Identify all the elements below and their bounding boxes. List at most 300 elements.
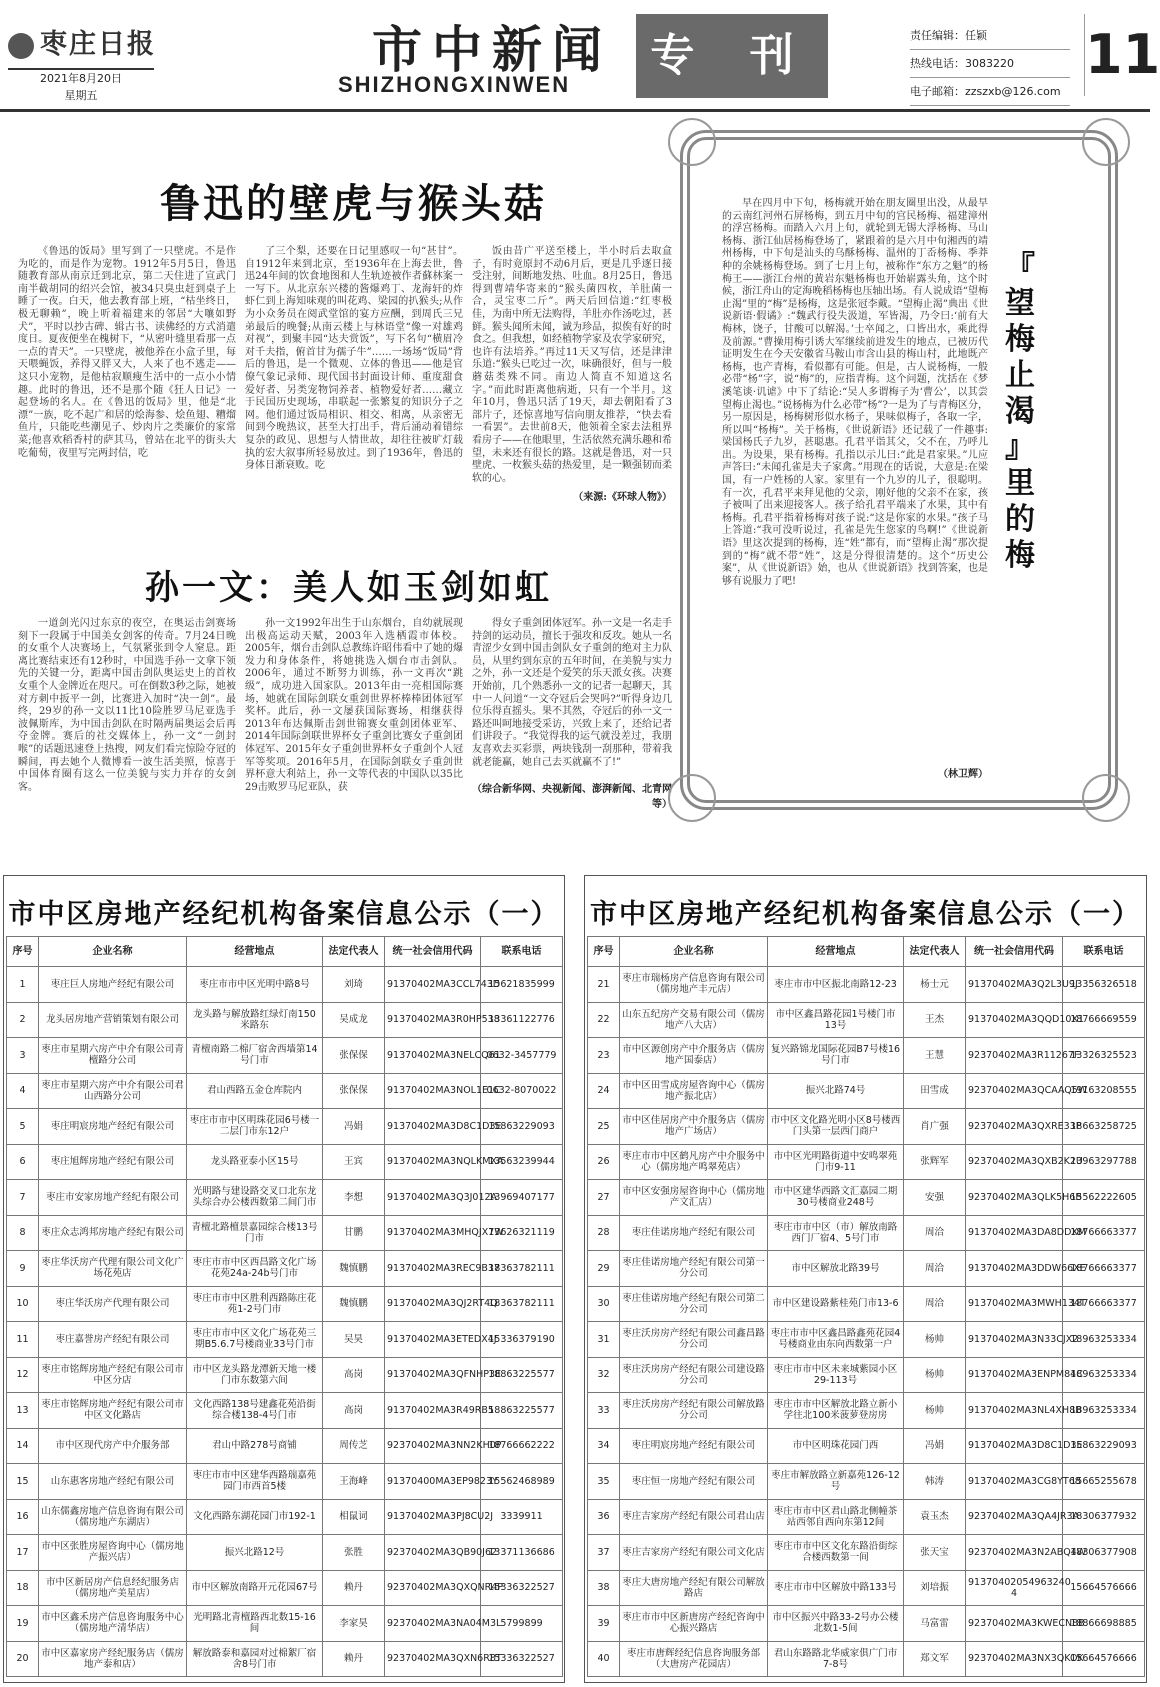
article3-body: 早在四月中下旬，杨梅就开始在朋友圈里出没，从最早的云南红河州石屏杨梅，到五月中旬的宫民杨梅、福建漳州的浮宫杨梅。而踏入六月上旬，就轮到无锡大浮杨梅、马山杨梅、浙江仙居杨梅登场了，紧跟着的是六月中旬湘西的靖州杨梅，中下旬是汕头的乌酥杨梅、温州的丁岙杨梅、季莽种的余姚杨梅登场。到了七月上旬，被称作“东方之魁”的杨梅王——浙江台州的黄岩东魁杨梅也开始崭露头角，这个时候，浙江舟山的定海晚稻杨梅也压轴出场。有人说成语“望梅止渴”里的“梅”是杨梅，这是张冠李戴。“望梅止渴”典出《世说新语·假谲》:“魏武行役失汲道，军皆渴，乃令曰:‘前有大梅林，饶子，甘酸可以解渴。’士卒闻之，口皆出水，乘此得及前源。”曹操用梅引诱大军继续前进发生的地点，已被历代证明发生在今天安徽省马鞍山市含山县的梅山村，此地既产杨梅，也产青梅，看似都有可能。但是，古人说杨梅，一般必带“杨”字，说“梅”的，应指青梅。这个问题，沈括在《梦溪笔谈·讥谑》中下了结论:“吴人多谓梅子为‘曹公’，以其尝望梅止渴也。”说杨梅为什么必带“杨”?一是为了与青梅区分，另一原因是，杨梅树形似水杨子，果味似梅子，各取一字，所以叫“杨梅”。关于杨梅，《世说新语》还记载了一件趣事:梁国杨氏子九岁，甚聪惠。孔君平诣其父，父不在，乃呼儿出。为设果，果有杨梅。孔指以示儿曰:“此是君家果。”儿应声答曰:“未闻孔雀是夫子家禽。”用现在的话说，大意是:在梁国，有一户姓杨的人家。家里有一个九岁的儿子，很聪明。有一次，孔君平来拜见他的父亲，刚好他的父亲不在家，孩子被叫了出来迎接客人。孩子给孔君平端来了水果，其中有杨梅。孔君平指着杨梅对孩子说:“这是你家的水果。”孩子马上答道:“我可没听说过，孔雀是先生您家的鸟啊!”《世说新语》里这次提到的杨梅，连“姓”都有，而“望梅止渴”那次提到的“梅”就不带“姓”，这是分得很清楚的。这个“历史公案”，从《世说新语》始，也从《世说新语》找到答案，也是够有说服力了吧! xyxy=(722,198,988,587)
table-cell: 15336322527 xyxy=(481,1641,563,1677)
table-cell: 相鼠词 xyxy=(323,1499,385,1535)
table-cell: 26 xyxy=(588,1144,620,1180)
table-cell: 17 xyxy=(7,1535,39,1571)
table-cell: 市中区安强房屋咨询中心（儒房地产文汇店） xyxy=(620,1180,768,1216)
table-row xyxy=(588,1180,1145,1216)
table-left xyxy=(6,936,563,1677)
table-cell: 35 xyxy=(588,1464,620,1500)
table-cell: 枣庄旭辉房地产经纪有限公司 xyxy=(39,1144,187,1180)
article3-title-char: 的 xyxy=(1005,502,1035,537)
table-cell: 张胜 xyxy=(323,1535,385,1571)
table-row xyxy=(7,1002,563,1038)
table-cell: 18766662222 xyxy=(481,1428,563,1464)
table-cell: 吴昊 xyxy=(323,1322,385,1358)
table-right-header xyxy=(588,937,1145,967)
table-row xyxy=(588,1322,1145,1358)
table-cell: 枣庄市市中区明珠花园6号楼一二层门市东12户 xyxy=(187,1109,323,1145)
table-cell: 13371136686 xyxy=(481,1535,563,1571)
table-cell: 枣庄华沃房产代理有限公司 xyxy=(39,1286,187,1322)
table-cell: 18863225577 xyxy=(481,1357,563,1393)
table-row xyxy=(7,1286,563,1322)
table-cell: 18363782111 xyxy=(481,1251,563,1287)
table-cell: 刘培振 xyxy=(904,1570,966,1606)
table-cell: 91370402MA3N33CJX2 xyxy=(966,1322,1063,1358)
table-cell: 袁玉杰 xyxy=(904,1499,966,1535)
table-row xyxy=(588,967,1145,1003)
table-cell: 枣庄明宸房地产经纪有限公司 xyxy=(39,1109,187,1145)
table-cell: 18963253334 xyxy=(1063,1322,1145,1358)
table-row xyxy=(588,1038,1145,1074)
table-cell: 王海峰 xyxy=(323,1464,385,1500)
table-cell: 刘琦 xyxy=(323,967,385,1003)
table-cell: 36 xyxy=(588,1499,620,1535)
table-cell: 枣庄市市中区文化东路沿街综合楼西数第一间 xyxy=(768,1535,904,1571)
table-cell: 龙头路与解放路红绿灯南150米路东 xyxy=(187,1002,323,1038)
table-row xyxy=(588,1073,1145,1109)
table-cell: 枣庄明宸房地产经纪有限公司 xyxy=(620,1428,768,1464)
article1-title: 鲁迅的壁虎与猴头菇 xyxy=(160,181,547,227)
column-header: 统一社会信用代码 xyxy=(966,937,1063,967)
article1-col1: 《鲁迅的饭局》里写到了一只壁虎。不是作为吃的，而是作为宠物。1912年5月5日，鲁迅随教育部从南京迁到北京，第二天住进了宣武门南半截胡同的绍兴会馆，被34只臭虫赶到桌子上睡了一夜。白天，他去教育部上班，“枯坐终日，极无聊赖”，晚上听着福建来的邻居“大嚷如野犬”，平时以抄古碑、辑古书、读佛经的方式消遣度日。夏夜便坐在槐树下，“从密叶缝里看那一点一点的青天”。一只壁虎，被他养在小盒子里，每天喂蝇饭，养得又胖又大，人来了也不逃走——这只小宠物，是他枯寂顺瘦生活中的一点小小情趣。此时的鲁迅，还不是那个随《狂人日记》一起登场的名人。在《鲁迅的饭局》里，他是“北漂”一族，吃不起广和居的烩海参、烩鱼翅、糟熘鱼片，只能吃些潮见子、炒肉片之类廉价的家常菜;他喜欢稻香村的萨其马，曾站在北平的街头大吃葡萄，夜里写完两封信，吃 xyxy=(18,246,236,459)
table-cell: 枣庄市星期六房产中介有限公司君山西路分公司 xyxy=(39,1073,187,1109)
table-cell: 15562468989 xyxy=(481,1464,563,1500)
table-cell: 枣庄市市中区振北南路12-23 xyxy=(768,967,904,1003)
table-cell: 33 xyxy=(588,1393,620,1429)
editor-name: 责任编辑：任颖 xyxy=(910,22,1070,50)
table-cell: 91370402MA3R49RB5 xyxy=(385,1393,481,1429)
table-cell: 枣庄佳诺房地产经纪有限公司第一分公司 xyxy=(620,1251,768,1287)
table-cell: 郑文军 xyxy=(904,1641,966,1677)
table-cell: 市中区现代房产中介服务部 xyxy=(39,1428,187,1464)
table-cell: 15863229093 xyxy=(1063,1428,1145,1464)
table-cell: 32 xyxy=(588,1357,620,1393)
table-cell: 3339911 xyxy=(481,1499,563,1535)
article1-col2: 了三个梨，还要在日记里感叹一句“甚甘”。自1912年来到北京，至1936年在上海去世，鲁迅24年间的饮食地图和人生轨迹被作者蘇林案一一写下。从北京东兴楼的酱爆鸡丁、龙海轩的炸虾仁到上海知味观的叫花鸡、梁园的扒猴头;从作为小众务员在阅武堂馆的宴方应酬，到周氏三兄弟最后的晚餐;从南云楼上与林语堂“像一对雄鸡对视”，到聚丰园“达夫赏饭”，写下名句“横眉冷对千夫指，俯首甘为孺子牛”……一场场“饭局”背后的鲁迅，是一个微观、立体的鲁迅——他是官僚气象记录师、现代国书封面设计师、重度甜食爱好者、另类宠物饲养者、植物爱好者……藏立于民国历史现场，串联起一张繁复的知识分子之网。他们通过饭局相识、相交、相离，从亲密无间到今晚热议，甚至大打出手，背后涌动着错综复杂的政见、思想与人情世故，却往往被旷灯载执的宏大叙事所轻易放过。到了1936年，鲁迅的身体日渐衰败。吃 xyxy=(245,246,463,472)
table-cell: 君山东路路北华威家俱广门市7-8号 xyxy=(768,1641,904,1677)
table-cell: 15665255678 xyxy=(1063,1464,1145,1500)
table-cell: 13963297788 xyxy=(1063,1144,1145,1180)
table-cell: 92370402MA3KWECN8B xyxy=(966,1606,1063,1642)
table-cell: 10 xyxy=(7,1286,39,1322)
frame-ornament-icon xyxy=(1082,118,1130,166)
table-cell: 枣庄嘉誉房产经纪有限公司 xyxy=(39,1322,187,1358)
table-cell: 91370402MA3NOL1E1C xyxy=(385,1073,481,1109)
table-cell: 91370402MA3QJ2RT4Q xyxy=(385,1286,481,1322)
table-cell: 92370402MA3N2ABQ4W xyxy=(966,1535,1063,1571)
table-cell: 枣庄市市中区鑫昌路鑫苑花园4号楼商业由东向西数第一户 xyxy=(768,1322,904,1358)
table-cell: 22 xyxy=(588,1002,620,1038)
table-cell: 文化西路138号建鑫花苑沿街综合楼138-4号门市 xyxy=(187,1393,323,1429)
table-cell: 2 xyxy=(7,1002,39,1038)
table-cell: 吴成龙 xyxy=(323,1002,385,1038)
table-row xyxy=(7,1606,563,1642)
table-row xyxy=(7,1215,563,1251)
frame-ornament-icon xyxy=(1082,774,1130,822)
table-cell: 91370402MA3Q3J012A xyxy=(385,1180,481,1216)
table-cell: 6 xyxy=(7,1144,39,1180)
table-row xyxy=(588,1464,1145,1500)
table-row xyxy=(588,1499,1145,1535)
table-row xyxy=(7,1322,563,1358)
table-cell: 14 xyxy=(7,1428,39,1464)
table-cell: 枣庄市市中区光明中路8号 xyxy=(187,967,323,1003)
column-title: 市中新闻 xyxy=(372,20,612,79)
table-cell: 1 xyxy=(7,967,39,1003)
table-cell: 赖丹 xyxy=(323,1570,385,1606)
table-cell: 枣庄市市中区西昌路文化广场花苑24a-24b号门市 xyxy=(187,1251,323,1287)
table-cell: 山东儒鑫房地产信息咨询有限公司（儒房地产东湖店） xyxy=(39,1499,187,1535)
table-cell: 18963253334 xyxy=(1063,1393,1145,1429)
table-cell: 杨帅 xyxy=(904,1322,966,1358)
table-cell: 枣庄佳诺房地产经纪有限公司第二分公司 xyxy=(620,1286,768,1322)
table-cell: 92370402MA3QCAAQ5W xyxy=(966,1073,1063,1109)
table-cell: 枣庄市市中区未来城紫园小区29-113号 xyxy=(768,1357,904,1393)
table-cell: 市中区建华西路文汇嘉园二期30号楼商业248号 xyxy=(768,1180,904,1216)
date-text: 2021年8月20日 xyxy=(40,72,122,85)
table-cell: 枣庄市市中区解放中路133号 xyxy=(768,1570,904,1606)
column-header: 企业名称 xyxy=(39,937,187,967)
table-cell: 21 xyxy=(588,967,620,1003)
table-cell: 杨士元 xyxy=(904,967,966,1003)
frame-ornament-icon xyxy=(668,118,716,166)
table-cell: 枣庄市安家房地产经纪有限公司 xyxy=(39,1180,187,1216)
table-row xyxy=(7,1144,563,1180)
table-row xyxy=(588,1357,1145,1393)
table-cell: 92370402MA3QXQNR4P xyxy=(385,1570,481,1606)
table-cell: 13356326518 xyxy=(1063,967,1145,1003)
table-cell: 杨帅 xyxy=(904,1393,966,1429)
table-cell: 15621835999 xyxy=(481,967,563,1003)
table-cell: 张天宝 xyxy=(904,1535,966,1571)
table-cell: 28 xyxy=(588,1215,620,1251)
weekday-text: 星期五 xyxy=(64,89,98,102)
article1-source: （来源:《环球人物》） xyxy=(573,492,672,503)
table-row xyxy=(588,1286,1145,1322)
table-cell: 安强 xyxy=(904,1180,966,1216)
table-cell: 君山西路五金仓库院内 xyxy=(187,1073,323,1109)
table-cell: 枣庄沃房房产经纪有限公司建设路分公司 xyxy=(620,1357,768,1393)
table-row xyxy=(588,1109,1145,1145)
table-cell: 20 xyxy=(7,1641,39,1677)
table-cell: 92370402MA3NN2KH0P xyxy=(385,1428,481,1464)
table-row xyxy=(7,1393,563,1429)
table-cell: 枣庄吉家房产经纪有限公司文化店 xyxy=(620,1535,768,1571)
table-row xyxy=(7,1570,563,1606)
column-header: 联系电话 xyxy=(1063,937,1145,967)
table-cell: 91370402MA3NL4XH8B xyxy=(966,1393,1063,1429)
table-cell: 3 xyxy=(7,1038,39,1074)
table-cell: 25 xyxy=(588,1109,620,1145)
table-cell: 91370402MA3PJ8CU2J xyxy=(385,1499,481,1535)
table-row xyxy=(588,1535,1145,1571)
table-cell: 18766669559 xyxy=(1063,1002,1145,1038)
table-cell: 5799899 xyxy=(481,1606,563,1642)
table-cell: 15664576666 xyxy=(1063,1641,1145,1677)
table-cell: 解放路泰和嘉园对过棉絮厂宿舍8号门市 xyxy=(187,1641,323,1677)
column-header: 联系电话 xyxy=(481,937,563,967)
table-cell: 枣庄市铭辉房地产经纪有限公司市中区分店 xyxy=(39,1357,187,1393)
table-row xyxy=(588,1393,1145,1429)
article3-title-char: 『 xyxy=(1005,250,1035,285)
table-cell: 李家昊 xyxy=(323,1606,385,1642)
table-cell: 枣庄沃房房产经纪有限公司解放路分公司 xyxy=(620,1393,768,1429)
section-label: 专 刊 xyxy=(636,14,828,98)
table-cell: 市中区佳居房产中介服务店（儒房地产广场店） xyxy=(620,1109,768,1145)
table-cell: 15664576666 xyxy=(1063,1570,1145,1606)
table-row xyxy=(7,1535,563,1571)
column-title-en: SHIZHONGXINWEN xyxy=(338,72,571,97)
table-cell: 枣庄市市中区鹤凡房产中介服务中心（儒房地产鸣翠苑店） xyxy=(620,1144,768,1180)
table-cell: 18766663377 xyxy=(1063,1215,1145,1251)
table-cell: 枣庄佳诺房地产经纪有限公司 xyxy=(620,1215,768,1251)
table-cell: 30 xyxy=(588,1286,620,1322)
column-header: 经营地点 xyxy=(187,937,323,967)
table-cell: 枣庄市市中区君山路北侧幢茶站西邻自西向东第12间 xyxy=(768,1499,904,1535)
editor-info xyxy=(910,22,1070,106)
table-row xyxy=(7,1251,563,1287)
table-cell: 周洽 xyxy=(904,1215,966,1251)
table-cell: 光明路北青檀路西北数15-16间 xyxy=(187,1606,323,1642)
table-cell: 市中区源创房产中介服务店（儒房地产国泰店） xyxy=(620,1038,768,1074)
table-cell: 11 xyxy=(7,1322,39,1358)
table-cell: 18766663377 xyxy=(1063,1251,1145,1287)
table-cell: 91370402MA3R0HP538 xyxy=(385,1002,481,1038)
table-cell: 18766663377 xyxy=(1063,1286,1145,1322)
table-cell: 34 xyxy=(588,1428,620,1464)
table-cell: 枣庄市瑞杨房产信息咨询有限公司（儒房地产丰元店） xyxy=(620,967,768,1003)
table-cell: 枣庄市铭辉房地产经纪有限公司市中区文化路店 xyxy=(39,1393,187,1429)
table-cell: 92370402MA3QXRE33P xyxy=(966,1109,1063,1145)
table-row xyxy=(7,1464,563,1500)
table-cell: 高岗 xyxy=(323,1357,385,1393)
column-header: 经营地点 xyxy=(768,937,904,967)
table-cell: 王杰 xyxy=(904,1002,966,1038)
table-cell: 冯娟 xyxy=(904,1428,966,1464)
table-row xyxy=(7,1180,563,1216)
table-cell: 27 xyxy=(588,1180,620,1216)
article2-title: 孙一文：美人如玉剑如虹 xyxy=(145,568,552,608)
table-cell: 枣庄市市中区（市）解放南路西门厂宿4、5号门市 xyxy=(768,1215,904,1251)
table-cell: 92370402MA3QXB2K2U xyxy=(966,1144,1063,1180)
column-header: 序号 xyxy=(7,937,39,967)
table-row xyxy=(588,1144,1145,1180)
table-row xyxy=(588,1002,1145,1038)
table-cell: 15336379190 xyxy=(481,1322,563,1358)
table-cell: 枣庄华沃房产代理有限公司文化广场花苑店 xyxy=(39,1251,187,1287)
table-cell: 龙头路亚泰小区15号 xyxy=(187,1144,323,1180)
table-cell: 振兴北路74号 xyxy=(768,1073,904,1109)
table-cell: 91370402MA3NQLKMXA xyxy=(385,1144,481,1180)
table-cell: 市中区新居房产信息经纪服务店（儒房地产美星店） xyxy=(39,1570,187,1606)
table-cell: 18306377932 xyxy=(1063,1499,1145,1535)
table-cell: 92370402MA3QXN6R8T xyxy=(385,1641,481,1677)
table-cell: 15 xyxy=(7,1464,39,1500)
table-cell: 市中区田雪成房屋咨询中心（儒房地产振北店） xyxy=(620,1073,768,1109)
paper-name: 枣庄日报 xyxy=(40,29,156,60)
article2-col3: 得女子重剑团体冠军。孙一文是一名走手持剑的运动员，擅长于强攻和反攻。她从一名青涩少女到中国击剑队女子重剑的绝对主力队员，从里约到东京的五年时间，在美貌与实力之外，孙一文还是个爱笑的乐天派女孩。决赛开始前，几个熟悉孙一文的记者一起聊天，其中一人问道“一文夺冠后会哭吗?”听得身边几位乐得直摇头。果不其然，夺冠后的孙一文一路还叫呵地接受采访，兴致上来了，还给记者们讲段子。“我觉得我的运气就没差过，我朋友喜欢去买彩票，两块钱刮一刮那种，带着我就老能赢，她自己去买就赢不了!” xyxy=(472,618,672,768)
table-cell: 枣庄沃房房产经纪有限公司鑫昌路分公司 xyxy=(620,1322,768,1358)
table-cell: 91370402MA3NELCQ61 xyxy=(385,1038,481,1074)
table-cell: 魏慎鹏 xyxy=(323,1286,385,1322)
table-cell: 92370402MA3QB90J62 xyxy=(385,1535,481,1571)
table-cell: 91370400MA3EP9823Y xyxy=(385,1464,481,1500)
table-cell: 92370402MA3NA04M3L xyxy=(385,1606,481,1642)
table-cell: 31 xyxy=(588,1322,620,1358)
table-cell: 市中区解放北路39号 xyxy=(768,1251,904,1287)
table-cell: 91370402MA3MWH134T xyxy=(966,1286,1063,1322)
table-cell: 市中区文化路光明小区8号楼西门头第一层西门商户 xyxy=(768,1109,904,1145)
table-cell: 91370402MA3D8C1D3E xyxy=(385,1109,481,1145)
table-cell: 枣庄市解放路立新嘉苑126-12号 xyxy=(768,1464,904,1500)
table-cell: 0632-8070022 xyxy=(481,1073,563,1109)
article3-title-char: 止 xyxy=(1005,358,1035,393)
table-cell: 张保保 xyxy=(323,1038,385,1074)
table-cell: 枣庄巨人房地产经纪有限公司 xyxy=(39,967,187,1003)
table-cell: 5 xyxy=(7,1109,39,1145)
table-right-title: 市中区房地产经纪机构备案信息公示（一） xyxy=(590,899,1141,930)
table-cell: 13 xyxy=(7,1393,39,1429)
article3-source: （林卫辉） xyxy=(938,769,988,780)
table-cell: 18866698885 xyxy=(1063,1606,1145,1642)
table-cell: 枣庄众志鸿邦房地产经纪有限公司 xyxy=(39,1215,187,1251)
table-cell: 91370402MA3MHQJX7W xyxy=(385,1215,481,1251)
table-cell: 0632-3457779 xyxy=(481,1038,563,1074)
table-cell: 91370402MA3DDW66XE xyxy=(966,1251,1063,1287)
table-cell: 91370402MA3D8C1D3E xyxy=(966,1428,1063,1464)
table-cell: 市中区建设路紫桂苑门市13-6 xyxy=(768,1286,904,1322)
table-cell: 39 xyxy=(588,1606,620,1642)
table-cell: 15336322527 xyxy=(481,1570,563,1606)
table-row xyxy=(588,1570,1145,1606)
table-cell: 24 xyxy=(588,1073,620,1109)
table-cell: 市中区解放南路开元花园67号 xyxy=(187,1570,323,1606)
article3-title-char: 望 xyxy=(1005,286,1035,321)
table-row xyxy=(588,1428,1145,1464)
table-row xyxy=(588,1606,1145,1642)
table-row xyxy=(7,1038,563,1074)
article2-col1: 一道剑光闪过东京的夜空，在奥运击剑赛场刻下一段属于中国美女剑客的传奇。7月24日晚的女重个人决赛场上，气氛紧张到令人窒息。距离比赛结束还有12秒时，中国选手孙一文拿下领先的关键一分，距离中国击剑队奥运史上的首枚女重个人金牌近在咫尺。可在倒数3秒之际，她被对方刺中扳平一剑，比赛进入加时“决一剑”。最终，29岁的孙一文以11比10险胜罗马尼亚选手波佩斯库，为中国击剑队在时隔两届奥运会后再夺金牌。赛后的社交媒体上，孙一文“一剑封喉”的话题迅速登上热搜，网友们看完惊险夺冠的瞬间，再去她个人微博看一波生活美照，惊喜于中国体育圈有这么一位美貌与实力并存的女剑客。 xyxy=(18,618,236,793)
table-row xyxy=(7,1641,563,1677)
column-header: 法定代表人 xyxy=(904,937,966,967)
table-cell: 18306377908 xyxy=(1063,1535,1145,1571)
table-cell: 92370402MA3R11267F xyxy=(966,1038,1063,1074)
article3-title-char: 渴 xyxy=(1005,394,1035,429)
table-cell: 枣庄市市中区建华西路瑞嘉苑园门市西首5楼 xyxy=(187,1464,323,1500)
table-cell: 40 xyxy=(588,1641,620,1677)
column-header: 序号 xyxy=(588,937,620,967)
table-cell: 18 xyxy=(7,1570,39,1606)
table-cell: 13969407177 xyxy=(481,1180,563,1216)
paper-logo xyxy=(8,22,156,61)
table-cell: 38 xyxy=(588,1570,620,1606)
table-cell: 4 xyxy=(7,1073,39,1109)
table-cell: 15863229093 xyxy=(481,1109,563,1145)
table-cell: 12 xyxy=(7,1357,39,1393)
table-cell: 王慧 xyxy=(904,1038,966,1074)
table-cell: 文化西路东湖花园门市192-1 xyxy=(187,1499,323,1535)
table-cell: 赖丹 xyxy=(323,1641,385,1677)
table-left-title: 市中区房地产经纪机构备案信息公示（一） xyxy=(8,899,560,930)
table-cell: 枣庄恒一房地产经纪有限公司 xyxy=(620,1464,768,1500)
table-cell: 马富雷 xyxy=(904,1606,966,1642)
table-row xyxy=(7,967,563,1003)
table-cell: 山东惠客房地产经纪有限公司 xyxy=(39,1464,187,1500)
table-cell: 18963253334 xyxy=(1063,1357,1145,1393)
table-cell: 枣庄市市中区新唐房产经纪咨询中心振兴路店 xyxy=(620,1606,768,1642)
table-cell: 枣庄市市中区胜利西路陈庄花苑1-2号门市 xyxy=(187,1286,323,1322)
table-cell: 92370402MA3NX3QKOK xyxy=(966,1641,1063,1677)
table-cell: 91370402054963240​4 xyxy=(966,1570,1063,1606)
table-cell: 19163208555 xyxy=(1063,1073,1145,1109)
page-number: 11 xyxy=(1084,14,1142,96)
article1-col3: 饭由昔广平送至楼上，半小时后去取盒子，有时竟原封不动6月后，更是几乎逐日接受注射，间断地发热、吐血。8月25日，鲁迅得到曹靖华寄来的“猴头菌四枚，羊肚菌一合，灵宝枣二斤”。两天后回信道:“红枣极佳，为南中所无法购得，羊肚亦作汤吃过，甚鲜。猴头闻所未闻，诚为珍品，拟俟有好的时食之。但我想，如经植物学家及农学家研究，也许有法培养。”再过11天又写信，还是津津乐道:“猴头已吃过一次，味确很好，但与一般蘑菇类殊不同。南边人简直不知道这名字。”而此时距离他病逝，只有一个半月。这年10月，鲁迅只活了19天，却去朝阳看了3部片子，还惊喜地写信向朋友推荐，“快去看一看罢”。去世前8天，他领着全家去法租界看房子——在他眼里，生活依然充满乐趣和希望，未来还有很长的路。这就是鲁迅，对一只壁虎、一枚猴头菇的热爱里，是一颗强韧而柔软的心。 xyxy=(472,246,672,484)
table-row xyxy=(588,1641,1145,1677)
table-cell: 周洽 xyxy=(904,1251,966,1287)
table-cell: 23 xyxy=(588,1038,620,1074)
table-cell: 枣庄市市中区文化广场花苑三期B5.6.7号楼商业33号门市 xyxy=(187,1322,323,1358)
table-cell: 市中区鑫昌路花园1号楼门市13号 xyxy=(768,1002,904,1038)
table-right-box xyxy=(584,875,1147,1683)
table-cell: 19 xyxy=(7,1606,39,1642)
article3-title-char: 梅 xyxy=(1005,538,1035,573)
frame-ornament-icon xyxy=(668,774,716,822)
table-cell: 杨帅 xyxy=(904,1357,966,1393)
table-cell: 枣庄市星期六房产中介有限公司青檀路分公司 xyxy=(39,1038,187,1074)
table-cell: 周传芝 xyxy=(323,1428,385,1464)
article3-title-char: 梅 xyxy=(1005,322,1035,357)
table-cell: 甘鹏 xyxy=(323,1215,385,1251)
table-cell: 张辉军 xyxy=(904,1144,966,1180)
table-cell: 91370402MA3QFNHP3E xyxy=(385,1357,481,1393)
table-cell: 91370402MA3Q2L3U9J xyxy=(966,967,1063,1003)
table-cell: 田雪成 xyxy=(904,1073,966,1109)
table-cell: 91370402MA3ENPM84C xyxy=(966,1357,1063,1393)
table-cell: 市中区振兴中路33-2号办公楼北数1-5间 xyxy=(768,1606,904,1642)
table-row xyxy=(7,1357,563,1393)
table-cell: 市中区光明路街道中安鸣翠苑门市9-11 xyxy=(768,1144,904,1180)
table-cell: 13563239944 xyxy=(481,1144,563,1180)
table-cell: 16 xyxy=(7,1499,39,1535)
article2-source: （综合新华网、央视新闻、澎湃新闻、北青网等） xyxy=(472,784,672,810)
table-cell: 29 xyxy=(588,1251,620,1287)
table-cell: 光明路与建设路交叉口北东龙头综合办公楼西数第二间门市 xyxy=(187,1180,323,1216)
table-cell: 市中区鑫禾房产信息咨询服务中心（儒房地产清华店） xyxy=(39,1606,187,1642)
table-cell: 13326325523 xyxy=(1063,1038,1145,1074)
email: 电子邮箱：zzszxb@126.com xyxy=(910,78,1070,106)
table-cell: 肖广强 xyxy=(904,1109,966,1145)
table-cell: 枣庄大唐房地产经纪有限公司解放路店 xyxy=(620,1570,768,1606)
table-row xyxy=(588,1215,1145,1251)
table-cell: 18663258725 xyxy=(1063,1109,1145,1145)
table-row xyxy=(7,1109,563,1145)
table-cell: 13626321119 xyxy=(481,1215,563,1251)
masthead xyxy=(0,0,1160,112)
column-header: 法定代表人 xyxy=(323,937,385,967)
paper-logo-icon xyxy=(8,33,34,59)
table-row xyxy=(588,1251,1145,1287)
table-cell: 15562222605 xyxy=(1063,1180,1145,1216)
table-cell: 18363782111 xyxy=(481,1286,563,1322)
table-cell: 9 xyxy=(7,1251,39,1287)
table-left-body xyxy=(7,967,563,1677)
table-cell: 37 xyxy=(588,1535,620,1571)
table-cell: 周洽 xyxy=(904,1286,966,1322)
table-cell: 13361122776 xyxy=(481,1002,563,1038)
table-cell: 91370402MA3CG8YT68 xyxy=(966,1464,1063,1500)
table-cell: 复兴路锦龙国际花园B7号楼16号门市 xyxy=(768,1038,904,1074)
table-cell: 冯娟 xyxy=(323,1109,385,1145)
table-cell: 7 xyxy=(7,1180,39,1216)
